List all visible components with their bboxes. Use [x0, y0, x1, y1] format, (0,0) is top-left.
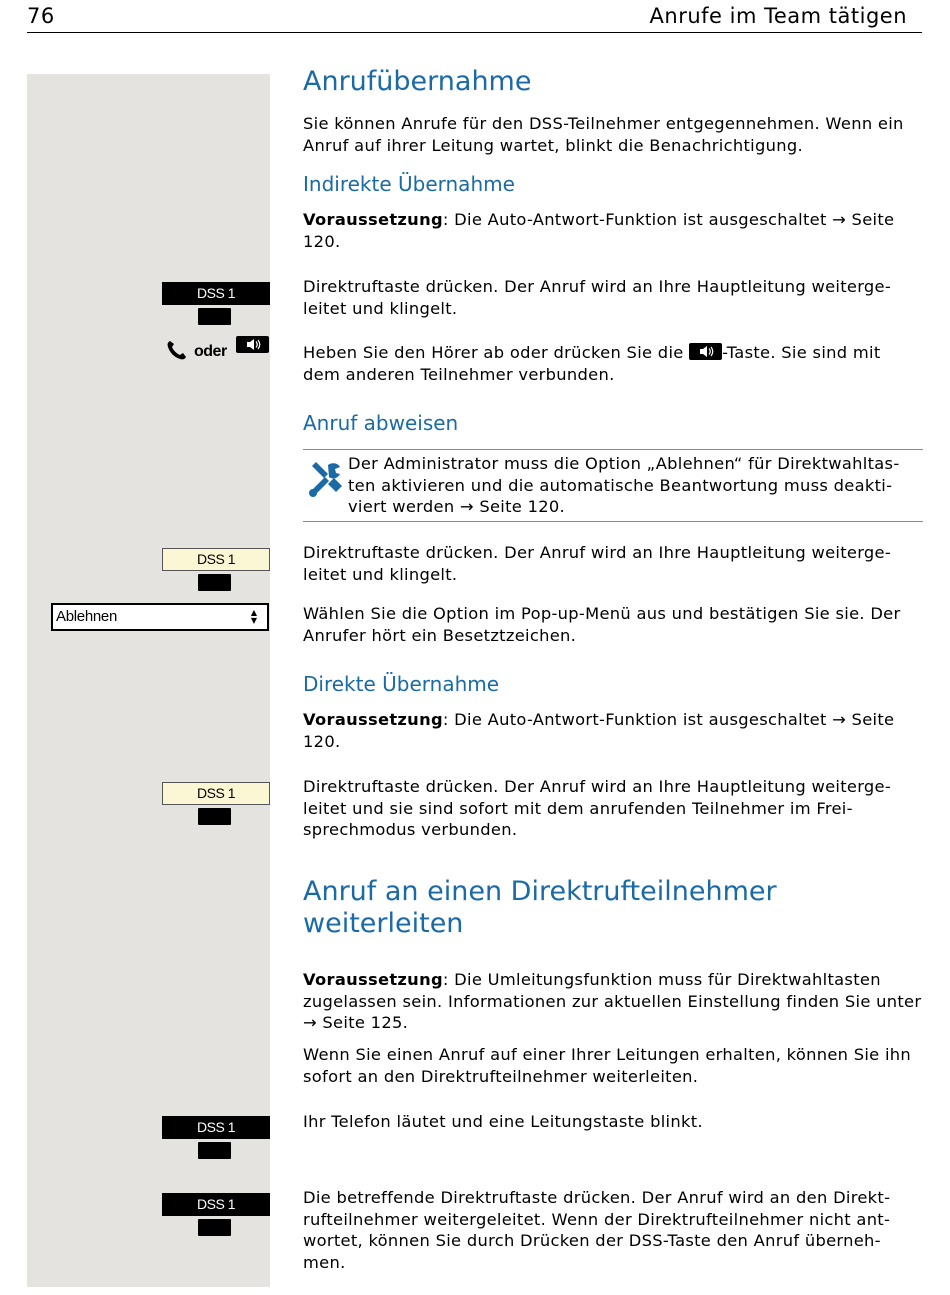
section-title-forward — [303, 876, 777, 940]
subsection-title-reject: Anruf abweisen — [303, 411, 459, 435]
speaker-icon — [236, 336, 269, 353]
title-line-2: weiterleiten — [303, 908, 464, 939]
step2-text-after: -Taste. Sie sind mit dem anderen Teilnehmer verbunden. — [303, 343, 881, 384]
dss-key-button[interactable] — [198, 574, 231, 591]
prereq-label: Voraussetzung — [303, 970, 443, 989]
step2-text-before: Heben Sie den Hörer ab oder drücken Sie die — [303, 343, 690, 362]
section-title-pickup: Anrufübernahme — [303, 66, 532, 97]
prereq-text: : Die Umleitungsfunktion muss für Direktwahltasten zugelassen sein. Informationen zur aktuellen Einstellung finden Sie unter → Seite 125. — [303, 970, 922, 1032]
prereq-label: Voraussetzung — [303, 710, 443, 729]
indirect-step-1: Direktruftaste drücken. Der Anruf wird an Ihre Hauptleitung weiterge-leitet und klingelt. — [303, 277, 892, 318]
page-number: 76 — [27, 4, 55, 28]
admin-note — [303, 449, 923, 522]
popup-menu-select[interactable] — [51, 603, 269, 631]
dss-key-button[interactable] — [198, 308, 231, 325]
speaker-key[interactable] — [236, 336, 269, 353]
dss-key-label[interactable]: DSS 1 — [162, 1116, 270, 1139]
prereq-label: Voraussetzung — [303, 210, 443, 229]
direct-step-1: Direktruftaste drücken. Der Anruf wird an Ihre Hauptleitung weiterge-leitet und sie sind sofort mit dem anrufenden Teilnehmer im Frei-sprechmodus verbunden. — [303, 777, 892, 839]
dss-key-label[interactable]: DSS 1 — [162, 782, 270, 805]
prereq-text: : Die Auto-Antwort-Funktion ist ausgeschaltet → Seite 120. — [303, 210, 895, 251]
admin-note-text: Der Administrator muss die Option „Ablehnen“ für Direktwahltas-ten aktivieren und die automatische Beantwortung muss deakti-viert werden → Seite 120. — [348, 454, 900, 516]
dss-key-button[interactable] — [198, 808, 231, 825]
forward-paragraph: Wenn Sie einen Anruf auf einer Ihrer Leitungen erhalten, können Sie ihn sofort an den Direktrufteilnehmer weiterleiten. — [303, 1045, 912, 1086]
forward-prerequisite — [303, 969, 923, 1034]
pickup-intro: Sie können Anrufe für den DSS-Teilnehmer entgegennehmen. Wenn ein Anruf auf ihrer Leitung wartet, blinkt die Benachrichtigung. — [303, 114, 904, 155]
subsection-title-indirect: Indirekte Übernahme — [303, 172, 515, 196]
speaker-key-inline — [689, 343, 722, 360]
subsection-title-direct: Direkte Übernahme — [303, 672, 500, 696]
sidebar-panel — [27, 74, 270, 1287]
dss-key-label[interactable]: DSS 1 — [162, 282, 270, 305]
direct-prerequisite — [303, 709, 923, 752]
oder-label: oder — [194, 343, 227, 360]
dss-key-button[interactable] — [198, 1142, 231, 1159]
indirect-step-2 — [303, 342, 923, 385]
select-value: Ablehnen — [56, 608, 117, 625]
dss-key-label[interactable]: DSS 1 — [162, 548, 270, 571]
forward-step-2: Die betreffende Direktruftaste drücken. Der Anruf wird an den Direkt-rufteilnehmer weitergeleitet. Wenn der Direktrufteilnehmer nicht ant-wortet, können Sie durch Drücken der DSS-Taste den Anruf überneh-men. — [303, 1188, 891, 1272]
dss-key-label[interactable]: DSS 1 — [162, 1193, 270, 1216]
reject-step-2: Wählen Sie die Option im Pop-up-Menü aus und bestätigen Sie sie. Der Anrufer hört ein Besetztzeichen. — [303, 604, 901, 645]
reject-step-1: Direktruftaste drücken. Der Anruf wird an Ihre Hauptleitung weiterge-leitet und klingelt. — [303, 543, 892, 584]
handset-icon — [165, 338, 189, 366]
tools-icon — [308, 460, 344, 502]
updown-arrows-icon: ▲ ▼ — [250, 608, 257, 625]
speaker-icon — [689, 343, 722, 360]
indirect-prerequisite — [303, 209, 923, 252]
handset-or-speaker — [165, 336, 269, 366]
dss-key-button[interactable] — [198, 1219, 231, 1236]
chapter-title: Anrufe im Team tätigen — [649, 4, 907, 28]
prereq-text: : Die Auto-Antwort-Funktion ist ausgeschaltet → Seite 120. — [303, 710, 895, 751]
header-rule — [27, 32, 922, 33]
title-line-1: Anruf an einen Direktrufteilnehmer — [303, 876, 777, 907]
forward-step-1: Ihr Telefon läutet und eine Leitungstaste blinkt. — [303, 1112, 703, 1131]
